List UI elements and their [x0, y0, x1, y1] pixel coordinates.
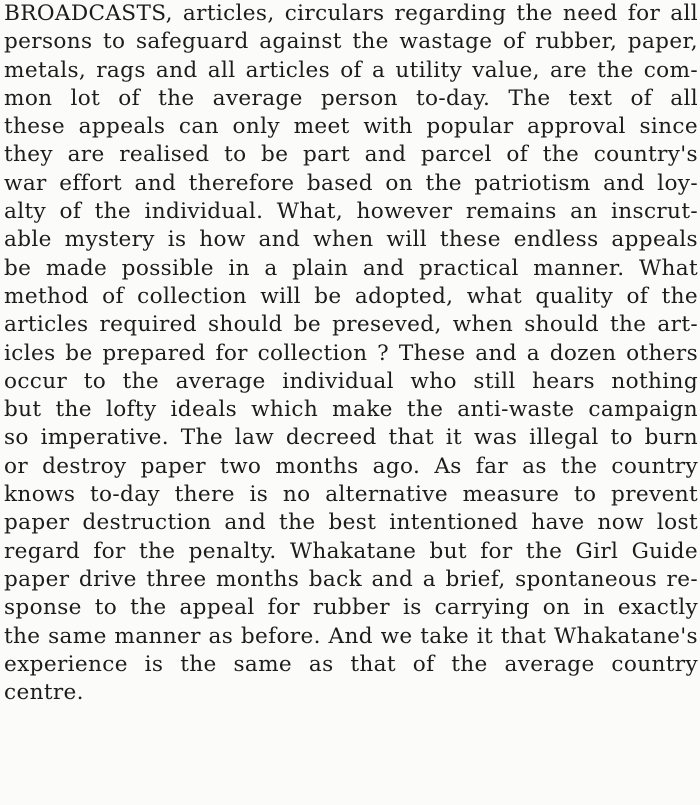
article-line: able mystery is how and when will these endless appeals	[4, 227, 698, 253]
article-line: war effort and therefore based on the patriotism and loy-	[4, 170, 698, 196]
article-line: paper drive three months back and a brief, spontaneous re-	[4, 566, 698, 592]
article-line: icles be prepared for collection ? These and a dozen others	[4, 340, 698, 366]
article-line: paper destruction and the best intentioned have now lost	[4, 510, 698, 536]
article-line: occur to the average individual who still hears nothing	[4, 368, 698, 394]
article-line: mon lot of the average person to-day. The text of all	[4, 85, 698, 111]
article-line: method of collection will be adopted, what quality of the	[4, 283, 698, 309]
article-line: articles required should be preseved, when should the art-	[4, 312, 698, 338]
editorial-article	[4, 0, 698, 707]
article-line: regard for the penalty. Whakatane but for the Girl Guide	[4, 538, 698, 564]
article-line: experience is the same as that of the average country	[4, 651, 698, 677]
article-line: persons to safeguard against the wastage of rubber, paper,	[4, 29, 698, 55]
article-line: metals, rags and all articles of a utility value, are the com-	[4, 57, 698, 83]
article-line: knows to-day there is no alternative measure to prevent	[4, 482, 698, 508]
article-line: or destroy paper two months ago. As far as the country	[4, 453, 698, 479]
article-line: sponse to the appeal for rubber is carrying on in exactly	[4, 595, 698, 621]
article-line-last: centre.	[4, 680, 84, 706]
article-line: alty of the individual. What, however remains an inscrut-	[4, 199, 698, 225]
article-line: so imperative. The law decreed that it was illegal to burn	[4, 425, 698, 451]
article-line: BROADCASTS, articles, circulars regarding the need for all	[4, 1, 698, 26]
article-line: but the lofty ideals which make the anti-waste campaign	[4, 397, 698, 423]
article-line: they are realised to be part and parcel of the country's	[4, 142, 698, 168]
article-line: be made possible in a plain and practical manner. What	[4, 255, 698, 281]
article-line: these appeals can only meet with popular approval since	[4, 114, 698, 140]
article-line: the same manner as before. And we take it that Whakatane's	[4, 623, 698, 649]
